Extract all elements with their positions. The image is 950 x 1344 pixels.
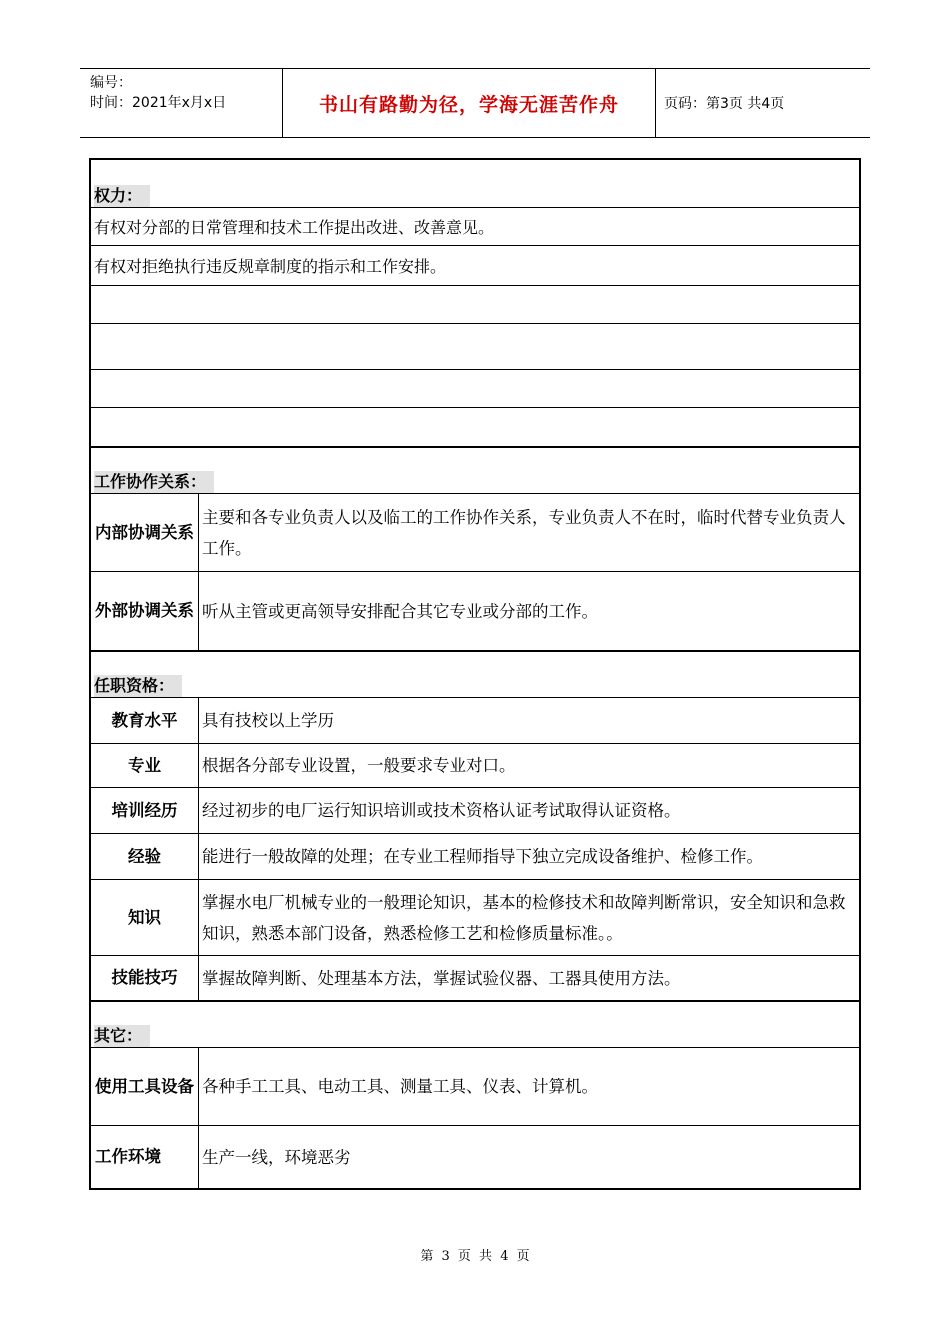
header-motto: 书山有路勤为径，学海无涯苦作舟 xyxy=(282,69,656,137)
row-label: 内部协调关系 xyxy=(91,494,199,571)
authority-item: 有权对分部的日常管理和技术工作提出改进、改善意见。 xyxy=(91,208,859,246)
section-title: 权力： xyxy=(94,185,150,207)
section-cooperation xyxy=(91,448,859,494)
time-label: 时间：2021年x月x日 xyxy=(90,95,227,111)
number-label: 编号： xyxy=(90,75,132,91)
row-value: 生产一线，环境恶劣 xyxy=(202,1147,351,1167)
page-header xyxy=(80,68,870,138)
row-value: 具有技校以上学历 xyxy=(202,711,334,730)
row-value: 掌握水电厂机械专业的一般理论知识，基本的检修技术和故障判断常识，安全知识和急救知识，熟悉本部门设备，熟悉检修工艺和检修质量标准。。 xyxy=(202,892,846,943)
row-value: 听从主管或更高领导安排配合其它专业或分部的工作。 xyxy=(202,601,598,621)
row-label: 培训经历 xyxy=(91,788,199,833)
section-title: 任职资格： xyxy=(94,675,182,697)
header-page-info: 页码：第3页 共4页 xyxy=(664,96,785,112)
row-label: 教育水平 xyxy=(91,698,199,743)
table-row xyxy=(91,834,859,880)
section-qualification xyxy=(91,652,859,698)
table-row xyxy=(91,788,859,834)
authority-item: 有权对拒绝执行违反规章制度的指示和工作安排。 xyxy=(91,246,859,286)
empty-row xyxy=(91,408,859,448)
row-value: 各种手工工具、电动工具、测量工具、仪表、计算机。 xyxy=(202,1077,598,1096)
row-label: 专业 xyxy=(91,744,199,787)
header-meta xyxy=(90,73,226,113)
job-description-table xyxy=(89,158,861,1190)
section-title: 其它： xyxy=(94,1025,150,1047)
table-row xyxy=(91,494,859,572)
section-title: 工作协作关系： xyxy=(94,471,214,493)
empty-row xyxy=(91,286,859,324)
table-row xyxy=(91,744,859,788)
table-row xyxy=(91,572,859,652)
row-value: 根据各分部专业设置，一般要求专业对口。 xyxy=(202,756,516,775)
row-value: 经过初步的电厂运行知识培训或技术资格认证考试取得认证资格。 xyxy=(202,801,681,820)
row-value: 能进行一般故障的处理；在专业工程师指导下独立完成设备维护、检修工作。 xyxy=(202,847,763,866)
row-label: 经验 xyxy=(91,834,199,879)
table-row xyxy=(91,1126,859,1188)
row-label: 外部协调关系 xyxy=(91,572,199,650)
table-row xyxy=(91,880,859,956)
row-label: 知识 xyxy=(91,880,199,955)
section-authority xyxy=(91,160,859,208)
row-label: 技能技巧 xyxy=(91,956,199,1000)
table-row xyxy=(91,1048,859,1126)
table-row xyxy=(91,698,859,744)
row-value: 主要和各专业负责人以及临工的工作协作关系，专业负责人不在时，临时代替专业负责人工作。 xyxy=(202,507,846,558)
row-label: 工作环境 xyxy=(91,1126,199,1188)
table-row xyxy=(91,956,859,1002)
row-label: 使用工具设备 xyxy=(91,1048,199,1125)
section-other xyxy=(91,1002,859,1048)
page-footer: 第 3 页 共 4 页 xyxy=(420,1249,530,1264)
empty-row xyxy=(91,370,859,408)
empty-row xyxy=(91,324,859,370)
row-value: 掌握故障判断、处理基本方法，掌握试验仪器、工器具使用方法。 xyxy=(202,968,681,988)
